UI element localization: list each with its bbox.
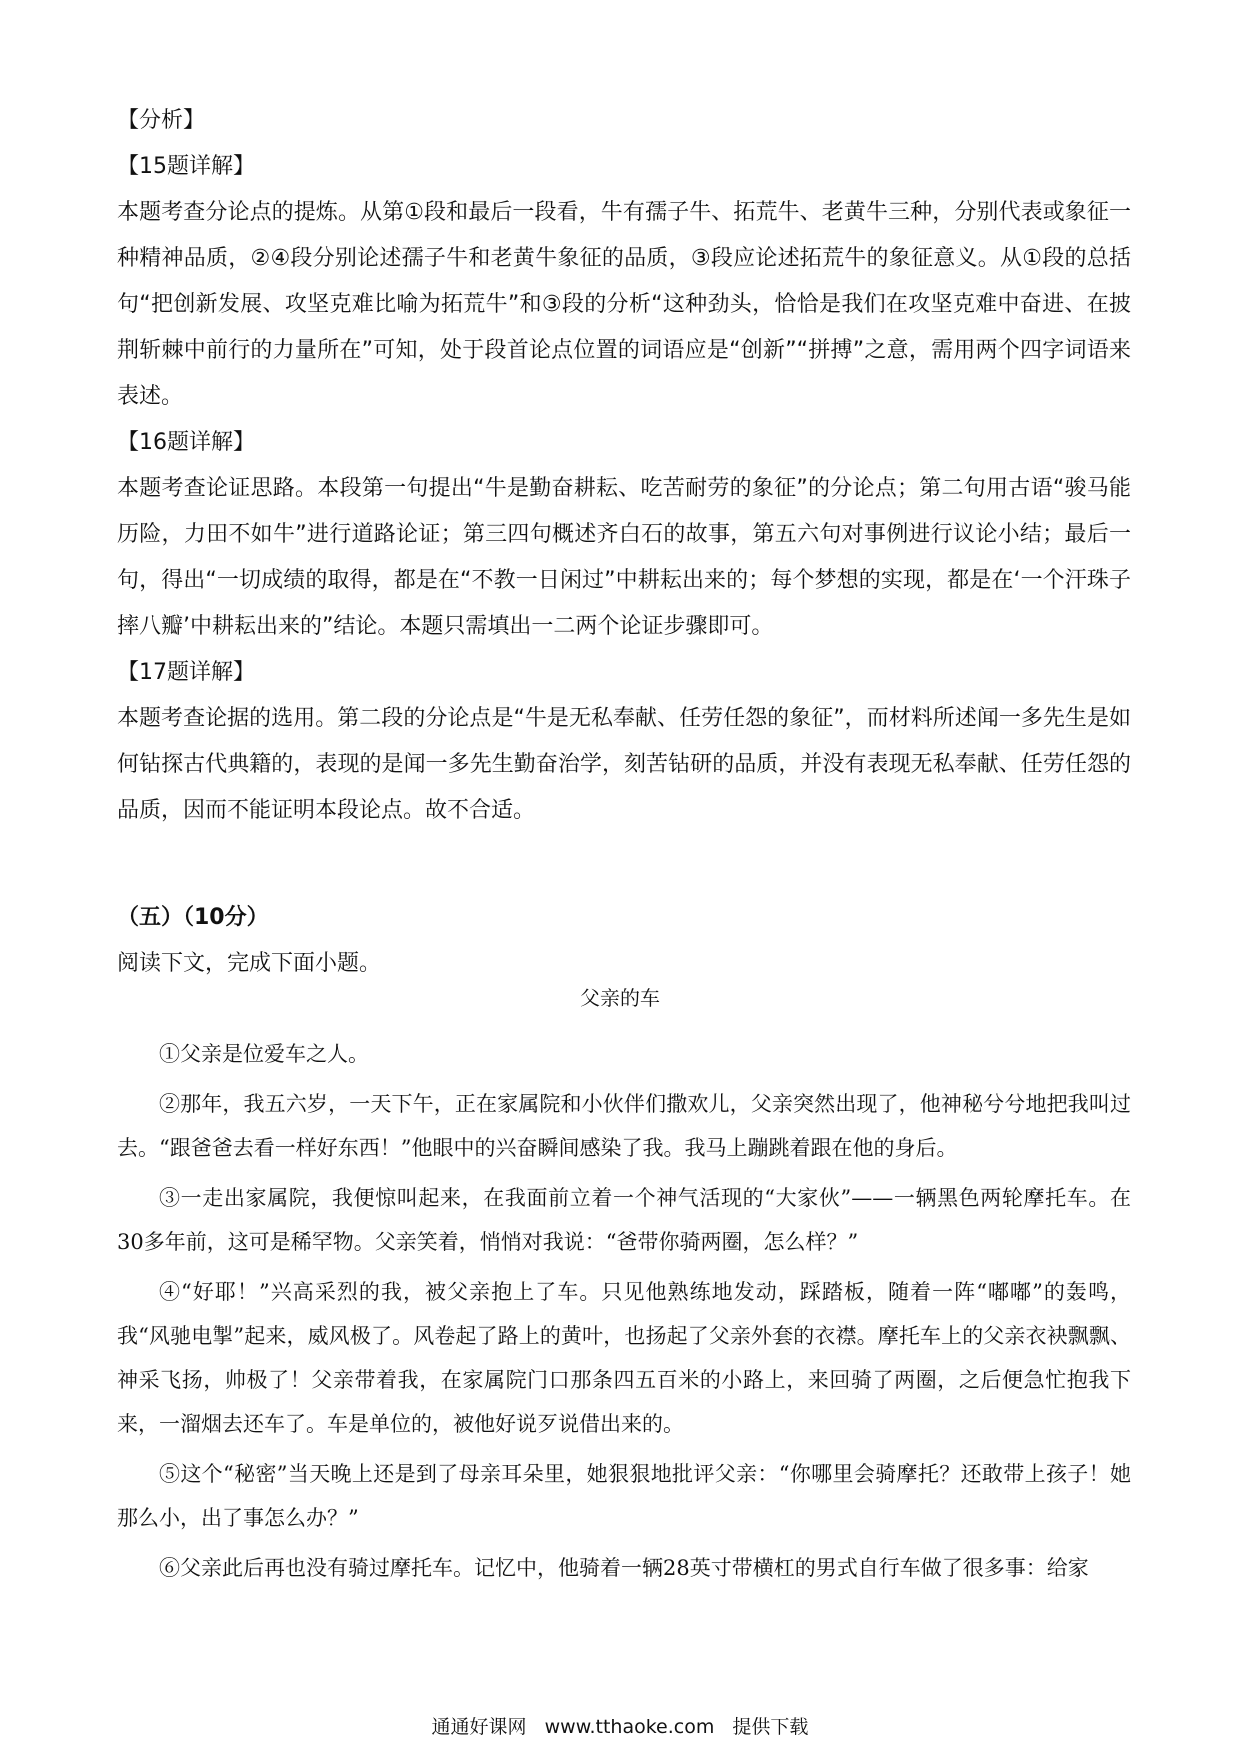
- q17-explanation: 本题考查论据的选用。第二段的分论点是“牛是无私奉献、任劳任怨的象征”，而材料所述闻一多先生是如何钻探古代典籍的，表现的是闻一多先生勤奋治学，刻苦钻研的品质，并没有表现无私奉献、任劳任怨的品质，因而不能证明本段论点。故不合适。: [117, 706, 1131, 823]
- section-five: [117, 895, 1131, 987]
- story-paragraph-6: ⑥父亲此后再也没有骑过摩托车。记忆中，他骑着一辆28英寸带横杠的男式自行车做了很多事：给家: [159, 1556, 1089, 1580]
- q15-heading: 【15题详解】: [117, 154, 255, 179]
- q17-heading: 【17题详解】: [117, 660, 255, 685]
- page-footer: [0, 1712, 1240, 1742]
- analysis-section: [117, 98, 1131, 834]
- story-paragraph-4: ④“好耶！”兴高采烈的我，被父亲抱上了车。只见他熟练地发动，踩踏板，随着一阵“嘟嘟”的轰鸣，我“风驰电掣”起来，威风极了。风卷起了路上的黄叶，也扬起了父亲外套的衣襟。摩托车上的父亲衣袂飘飘、神采飞扬，帅极了！父亲带着我，在家属院门口那条四五百米的小路上，来回骑了两圈，之后便急忙抱我下来，一溜烟去还车了。车是单位的，被他好说歹说借出来的。: [117, 1280, 1131, 1436]
- section-five-title: （五）（10分）: [117, 905, 269, 930]
- footer-url-link[interactable]: www.tthaoke.com: [544, 1716, 715, 1738]
- story-paragraph-2: ②那年，我五六岁，一天下午，正在家属院和小伙伴们撒欢儿，父亲突然出现了，他神秘兮兮地把我叫过去。“跟爸爸去看一样好东西！”他眼中的兴奋瞬间感染了我。我马上蹦跳着跟在他的身后。: [117, 1092, 1131, 1160]
- story-paragraph-1: ①父亲是位爱车之人。: [159, 1042, 369, 1066]
- footer-site-name: 通通好课网: [431, 1716, 527, 1738]
- q16-heading: 【16题详解】: [117, 430, 255, 455]
- story-body: [117, 1032, 1131, 1596]
- story-paragraph-3: ③一走出家属院，我便惊叫起来，在我面前立着一个神气活现的“大家伙”——一辆黑色两轮摩托车。在30多年前，这可是稀罕物。父亲笑着，悄悄对我说：“爸带你骑两圈，怎么样？”: [117, 1186, 1131, 1254]
- analysis-label: 【分析】: [117, 108, 206, 133]
- footer-suffix: 提供下载: [732, 1716, 809, 1738]
- q16-explanation: 本题考查论证思路。本段第一句提出“牛是勤奋耕耘、吃苦耐劳的象征”的分论点；第二句用古语“骏马能历险，力田不如牛”进行道路论证；第三四句概述齐白石的故事，第五六句对事例进行议论小结；最后一句，得出“一切成绩的取得，都是在“不教一日闲过”中耕耘出来的；每个梦想的实现，都是在‘一个汗珠子摔八瓣’中耕耘出来的”结论。本题只需填出一二两个论证步骤即可。: [117, 476, 1131, 639]
- story-title: 父亲的车: [580, 986, 660, 1010]
- story-paragraph-5: ⑤这个“秘密”当天晚上还是到了母亲耳朵里，她狠狠地批评父亲：“你哪里会骑摩托？还敢带上孩子！她那么小，出了事怎么办？”: [117, 1462, 1131, 1530]
- section-five-instruction: 阅读下文，完成下面小题。: [117, 951, 382, 976]
- q15-explanation: 本题考查分论点的提炼。从第①段和最后一段看，牛有孺子牛、拓荒牛、老黄牛三种，分别代表或象征一种精神品质，②④段分别论述孺子牛和老黄牛象征的品质，③段应论述拓荒牛的象征意义。从①段的总括句“把创新发展、攻坚克难比喻为拓荒牛”和③段的分析“这种劲头，恰恰是我们在攻坚克难中奋进、在披荆斩棘中前行的力量所在”可知，处于段首论点位置的词语应是“创新”“拼搏”之意，需用两个四字词语来表述。: [117, 200, 1131, 409]
